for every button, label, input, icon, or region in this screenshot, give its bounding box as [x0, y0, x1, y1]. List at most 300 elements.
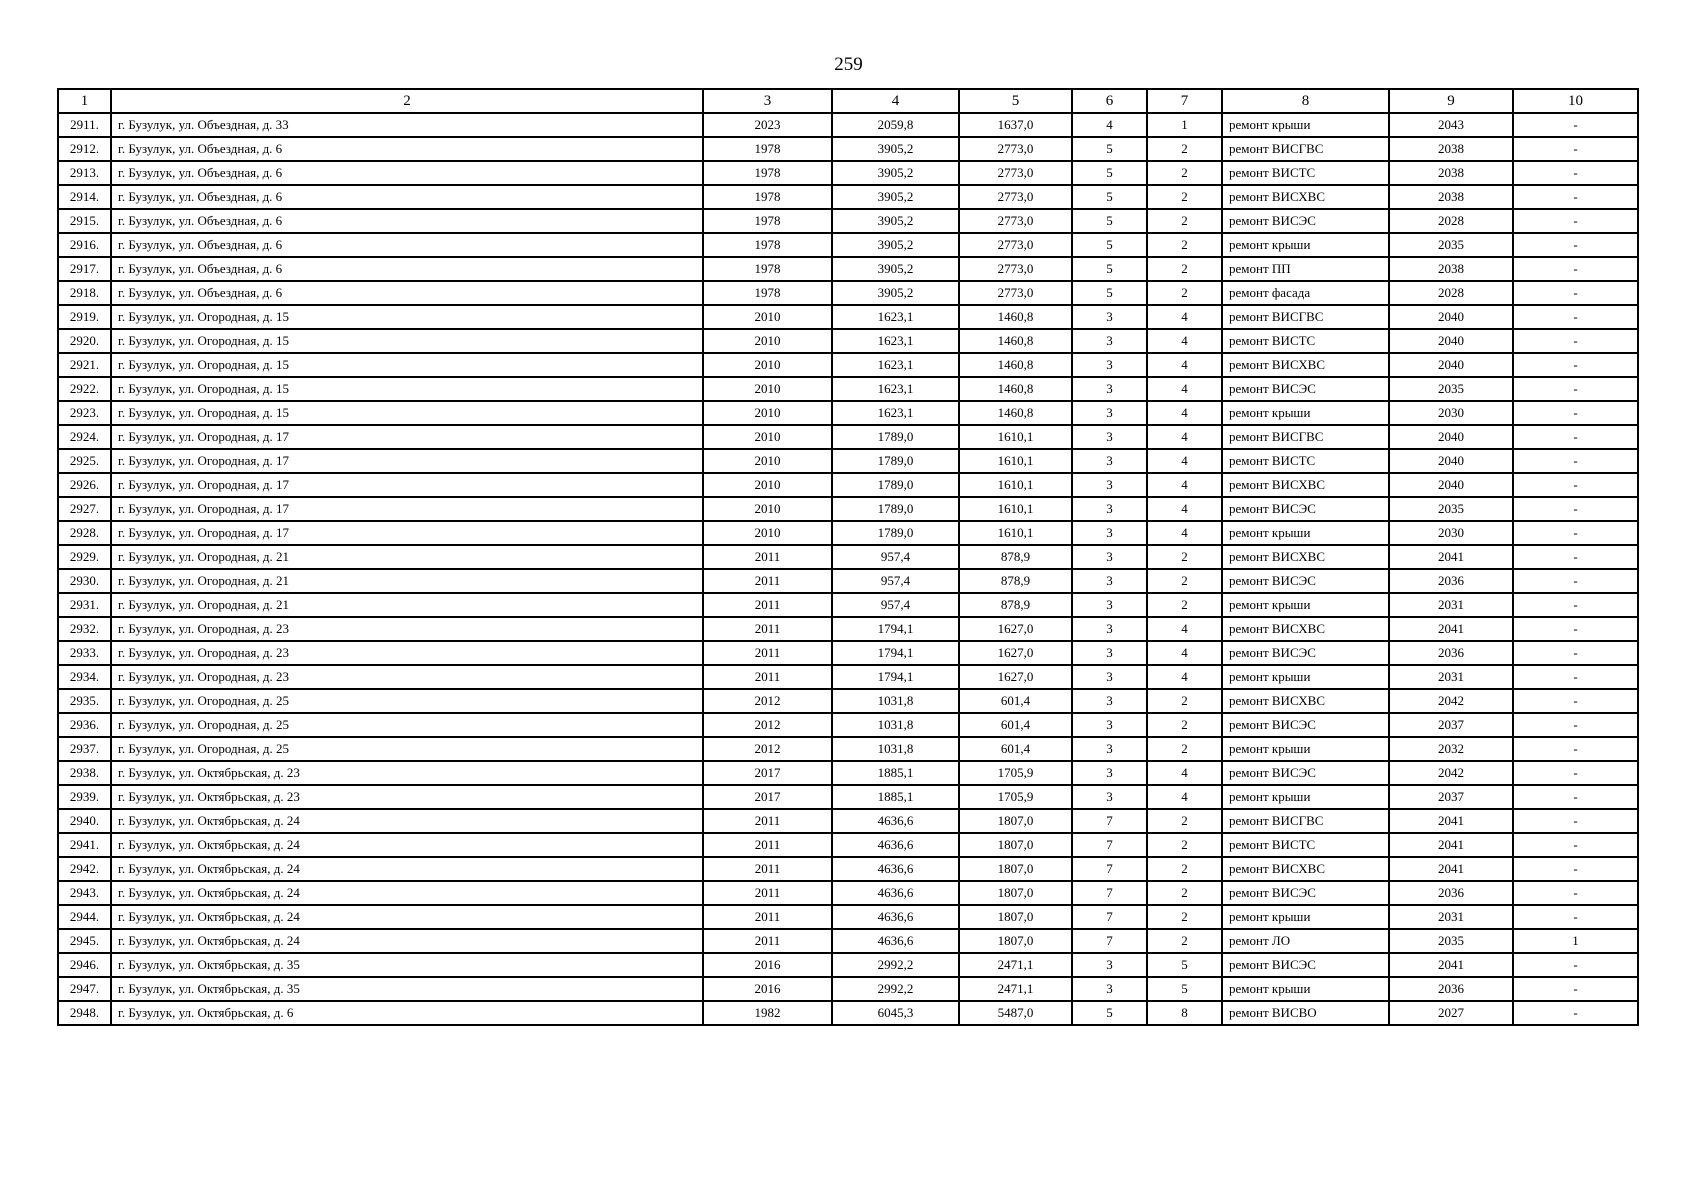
note-cell: - — [1513, 497, 1638, 521]
work-type-cell: ремонт крыши — [1222, 737, 1389, 761]
floors-cell: 5 — [1072, 281, 1147, 305]
row-number-cell: 2917. — [58, 257, 111, 281]
address-cell: г. Бузулук, ул. Огородная, д. 15 — [111, 401, 703, 425]
work-type-cell: ремонт ВИСГВС — [1222, 137, 1389, 161]
living-area-cell: 1460,8 — [959, 305, 1072, 329]
total-area-cell: 1623,1 — [832, 305, 959, 329]
floors-cell: 3 — [1072, 425, 1147, 449]
living-area-cell: 1627,0 — [959, 617, 1072, 641]
entrances-cell: 8 — [1147, 1001, 1222, 1025]
entrances-cell: 4 — [1147, 785, 1222, 809]
address-cell: г. Бузулук, ул. Октябрьская, д. 24 — [111, 929, 703, 953]
row-number-cell: 2937. — [58, 737, 111, 761]
address-cell: г. Бузулук, ул. Объездная, д. 6 — [111, 281, 703, 305]
living-area-cell: 2773,0 — [959, 281, 1072, 305]
total-area-cell: 1789,0 — [832, 425, 959, 449]
row-number-cell: 2921. — [58, 353, 111, 377]
total-area-cell: 4636,6 — [832, 881, 959, 905]
address-cell: г. Бузулук, ул. Огородная, д. 21 — [111, 593, 703, 617]
work-type-cell: ремонт ВИСЭС — [1222, 641, 1389, 665]
work-type-cell: ремонт ЛО — [1222, 929, 1389, 953]
note-cell: - — [1513, 353, 1638, 377]
total-area-cell: 6045,3 — [832, 1001, 959, 1025]
build-year-cell: 2011 — [703, 641, 832, 665]
address-cell: г. Бузулук, ул. Огородная, д. 17 — [111, 473, 703, 497]
note-cell: - — [1513, 425, 1638, 449]
row-number-cell: 2935. — [58, 689, 111, 713]
table-row — [58, 377, 1638, 401]
entrances-cell: 2 — [1147, 137, 1222, 161]
total-area-cell: 1794,1 — [832, 617, 959, 641]
planned-year-cell: 2040 — [1389, 449, 1513, 473]
planned-year-cell: 2031 — [1389, 665, 1513, 689]
build-year-cell: 2010 — [703, 521, 832, 545]
build-year-cell: 2011 — [703, 809, 832, 833]
build-year-cell: 1978 — [703, 161, 832, 185]
entrances-cell: 2 — [1147, 713, 1222, 737]
entrances-cell: 2 — [1147, 185, 1222, 209]
page-number: 259 — [834, 54, 863, 75]
col-header-living-area: 5 — [959, 89, 1072, 113]
note-cell: - — [1513, 185, 1638, 209]
total-area-cell: 1789,0 — [832, 449, 959, 473]
address-cell: г. Бузулук, ул. Объездная, д. 33 — [111, 113, 703, 137]
entrances-cell: 4 — [1147, 521, 1222, 545]
living-area-cell: 878,9 — [959, 593, 1072, 617]
work-type-cell: ремонт крыши — [1222, 401, 1389, 425]
build-year-cell: 2012 — [703, 713, 832, 737]
planned-year-cell: 2027 — [1389, 1001, 1513, 1025]
floors-cell: 3 — [1072, 785, 1147, 809]
floors-cell: 3 — [1072, 521, 1147, 545]
work-type-cell: ремонт крыши — [1222, 977, 1389, 1001]
build-year-cell: 1978 — [703, 281, 832, 305]
entrances-cell: 5 — [1147, 977, 1222, 1001]
build-year-cell: 2011 — [703, 569, 832, 593]
table-row — [58, 833, 1638, 857]
work-type-cell: ремонт ВИСХВС — [1222, 545, 1389, 569]
living-area-cell: 2773,0 — [959, 137, 1072, 161]
entrances-cell: 4 — [1147, 497, 1222, 521]
entrances-cell: 2 — [1147, 257, 1222, 281]
table-row — [58, 401, 1638, 425]
address-cell: г. Бузулук, ул. Огородная, д. 25 — [111, 737, 703, 761]
build-year-cell: 2016 — [703, 977, 832, 1001]
row-number-cell: 2943. — [58, 881, 111, 905]
total-area-cell: 3905,2 — [832, 161, 959, 185]
col-header-total-area: 4 — [832, 89, 959, 113]
table-row — [58, 785, 1638, 809]
table-row — [58, 977, 1638, 1001]
living-area-cell: 2773,0 — [959, 161, 1072, 185]
total-area-cell: 3905,2 — [832, 281, 959, 305]
address-cell: г. Бузулук, ул. Октябрьская, д. 23 — [111, 785, 703, 809]
table-row — [58, 713, 1638, 737]
row-number-cell: 2913. — [58, 161, 111, 185]
row-number-cell: 2934. — [58, 665, 111, 689]
table-row — [58, 521, 1638, 545]
build-year-cell: 2023 — [703, 113, 832, 137]
floors-cell: 3 — [1072, 545, 1147, 569]
build-year-cell: 2010 — [703, 497, 832, 521]
total-area-cell: 1623,1 — [832, 353, 959, 377]
planned-year-cell: 2036 — [1389, 977, 1513, 1001]
total-area-cell: 3905,2 — [832, 137, 959, 161]
work-type-cell: ремонт ВИСЭС — [1222, 209, 1389, 233]
floors-cell: 3 — [1072, 593, 1147, 617]
row-number-cell: 2947. — [58, 977, 111, 1001]
row-number-cell: 2929. — [58, 545, 111, 569]
work-type-cell: ремонт ВИСХВС — [1222, 857, 1389, 881]
living-area-cell: 1627,0 — [959, 665, 1072, 689]
table-row — [58, 641, 1638, 665]
planned-year-cell: 2032 — [1389, 737, 1513, 761]
table-row — [58, 209, 1638, 233]
living-area-cell: 1807,0 — [959, 929, 1072, 953]
floors-cell: 3 — [1072, 377, 1147, 401]
build-year-cell: 1978 — [703, 257, 832, 281]
row-number-cell: 2922. — [58, 377, 111, 401]
entrances-cell: 4 — [1147, 305, 1222, 329]
living-area-cell: 1460,8 — [959, 401, 1072, 425]
address-cell: г. Бузулук, ул. Объездная, д. 6 — [111, 137, 703, 161]
note-cell: - — [1513, 329, 1638, 353]
address-cell: г. Бузулук, ул. Огородная, д. 23 — [111, 617, 703, 641]
entrances-cell: 4 — [1147, 401, 1222, 425]
row-number-cell: 2927. — [58, 497, 111, 521]
note-cell: - — [1513, 545, 1638, 569]
note-cell: - — [1513, 1001, 1638, 1025]
planned-year-cell: 2041 — [1389, 857, 1513, 881]
floors-cell: 7 — [1072, 929, 1147, 953]
floors-cell: 5 — [1072, 1001, 1147, 1025]
row-number-cell: 2926. — [58, 473, 111, 497]
living-area-cell: 2471,1 — [959, 953, 1072, 977]
table-row — [58, 617, 1638, 641]
table-row — [58, 281, 1638, 305]
table-row — [58, 353, 1638, 377]
col-header-work-type: 8 — [1222, 89, 1389, 113]
living-area-cell: 878,9 — [959, 545, 1072, 569]
planned-year-cell: 2030 — [1389, 401, 1513, 425]
work-type-cell: ремонт ВИСГВС — [1222, 305, 1389, 329]
floors-cell: 3 — [1072, 689, 1147, 713]
living-area-cell: 1610,1 — [959, 497, 1072, 521]
total-area-cell: 1789,0 — [832, 497, 959, 521]
work-type-cell: ремонт ВИСВО — [1222, 1001, 1389, 1025]
table-row — [58, 113, 1638, 137]
address-cell: г. Бузулук, ул. Огородная, д. 15 — [111, 305, 703, 329]
planned-year-cell: 2035 — [1389, 497, 1513, 521]
build-year-cell: 2011 — [703, 857, 832, 881]
floors-cell: 7 — [1072, 857, 1147, 881]
row-number-cell: 2924. — [58, 425, 111, 449]
address-cell: г. Бузулук, ул. Огородная, д. 17 — [111, 449, 703, 473]
planned-year-cell: 2036 — [1389, 641, 1513, 665]
planned-year-cell: 2031 — [1389, 905, 1513, 929]
living-area-cell: 601,4 — [959, 713, 1072, 737]
entrances-cell: 2 — [1147, 833, 1222, 857]
living-area-cell: 1460,8 — [959, 353, 1072, 377]
entrances-cell: 2 — [1147, 809, 1222, 833]
planned-year-cell: 2037 — [1389, 713, 1513, 737]
row-number-cell: 2945. — [58, 929, 111, 953]
build-year-cell: 2011 — [703, 881, 832, 905]
address-cell: г. Бузулук, ул. Огородная, д. 17 — [111, 425, 703, 449]
note-cell: - — [1513, 953, 1638, 977]
entrances-cell: 2 — [1147, 737, 1222, 761]
work-type-cell: ремонт ВИСТС — [1222, 449, 1389, 473]
row-number-cell: 2915. — [58, 209, 111, 233]
floors-cell: 3 — [1072, 617, 1147, 641]
note-cell: - — [1513, 281, 1638, 305]
note-cell: - — [1513, 449, 1638, 473]
total-area-cell: 1794,1 — [832, 641, 959, 665]
floors-cell: 3 — [1072, 641, 1147, 665]
row-number-cell: 2911. — [58, 113, 111, 137]
planned-year-cell: 2041 — [1389, 545, 1513, 569]
note-cell: - — [1513, 857, 1638, 881]
note-cell: - — [1513, 161, 1638, 185]
floors-cell: 5 — [1072, 257, 1147, 281]
living-area-cell: 1610,1 — [959, 425, 1072, 449]
table-body — [58, 113, 1638, 1025]
build-year-cell: 2010 — [703, 449, 832, 473]
row-number-cell: 2914. — [58, 185, 111, 209]
floors-cell: 3 — [1072, 713, 1147, 737]
col-header-planned-year: 9 — [1389, 89, 1513, 113]
table-row — [58, 665, 1638, 689]
row-number-cell: 2936. — [58, 713, 111, 737]
build-year-cell: 2010 — [703, 329, 832, 353]
total-area-cell: 2992,2 — [832, 977, 959, 1001]
work-type-cell: ремонт крыши — [1222, 593, 1389, 617]
col-header-number: 1 — [58, 89, 111, 113]
total-area-cell: 957,4 — [832, 569, 959, 593]
entrances-cell: 4 — [1147, 617, 1222, 641]
build-year-cell: 2011 — [703, 593, 832, 617]
note-cell: - — [1513, 665, 1638, 689]
planned-year-cell: 2035 — [1389, 377, 1513, 401]
planned-year-cell: 2031 — [1389, 593, 1513, 617]
note-cell: - — [1513, 113, 1638, 137]
living-area-cell: 1705,9 — [959, 761, 1072, 785]
entrances-cell: 2 — [1147, 593, 1222, 617]
living-area-cell: 1460,8 — [959, 377, 1072, 401]
table-row — [58, 257, 1638, 281]
note-cell: - — [1513, 785, 1638, 809]
total-area-cell: 1031,8 — [832, 737, 959, 761]
table-row — [58, 137, 1638, 161]
floors-cell: 3 — [1072, 473, 1147, 497]
table-row — [58, 497, 1638, 521]
floors-cell: 5 — [1072, 233, 1147, 257]
entrances-cell: 2 — [1147, 857, 1222, 881]
address-cell: г. Бузулук, ул. Объездная, д. 6 — [111, 209, 703, 233]
work-type-cell: ремонт фасада — [1222, 281, 1389, 305]
planned-year-cell: 2028 — [1389, 209, 1513, 233]
total-area-cell: 1885,1 — [832, 785, 959, 809]
row-number-cell: 2942. — [58, 857, 111, 881]
work-type-cell: ремонт крыши — [1222, 233, 1389, 257]
work-type-cell: ремонт ВИСТС — [1222, 161, 1389, 185]
row-number-cell: 2928. — [58, 521, 111, 545]
note-cell: - — [1513, 713, 1638, 737]
floors-cell: 7 — [1072, 881, 1147, 905]
planned-year-cell: 2040 — [1389, 473, 1513, 497]
living-area-cell: 2773,0 — [959, 233, 1072, 257]
row-number-cell: 2930. — [58, 569, 111, 593]
total-area-cell: 957,4 — [832, 545, 959, 569]
work-type-cell: ремонт ВИСХВС — [1222, 185, 1389, 209]
note-cell: - — [1513, 809, 1638, 833]
build-year-cell: 1978 — [703, 233, 832, 257]
entrances-cell: 4 — [1147, 329, 1222, 353]
total-area-cell: 2992,2 — [832, 953, 959, 977]
note-cell: - — [1513, 377, 1638, 401]
note-cell: - — [1513, 977, 1638, 1001]
note-cell: - — [1513, 905, 1638, 929]
total-area-cell: 1623,1 — [832, 377, 959, 401]
living-area-cell: 1610,1 — [959, 449, 1072, 473]
total-area-cell: 957,4 — [832, 593, 959, 617]
address-cell: г. Бузулук, ул. Октябрьская, д. 24 — [111, 881, 703, 905]
planned-year-cell: 2041 — [1389, 833, 1513, 857]
planned-year-cell: 2040 — [1389, 305, 1513, 329]
build-year-cell: 2011 — [703, 665, 832, 689]
entrances-cell: 4 — [1147, 377, 1222, 401]
table-row — [58, 569, 1638, 593]
total-area-cell: 1623,1 — [832, 401, 959, 425]
planned-year-cell: 2035 — [1389, 233, 1513, 257]
address-cell: г. Бузулук, ул. Огородная, д. 25 — [111, 713, 703, 737]
total-area-cell: 1794,1 — [832, 665, 959, 689]
note-cell: - — [1513, 569, 1638, 593]
address-cell: г. Бузулук, ул. Октябрьская, д. 35 — [111, 953, 703, 977]
repair-registry-table — [57, 88, 1639, 1026]
address-cell: г. Бузулук, ул. Огородная, д. 21 — [111, 569, 703, 593]
entrances-cell: 4 — [1147, 449, 1222, 473]
total-area-cell: 4636,6 — [832, 809, 959, 833]
row-number-cell: 2925. — [58, 449, 111, 473]
note-cell: - — [1513, 257, 1638, 281]
row-number-cell: 2912. — [58, 137, 111, 161]
row-number-cell: 2916. — [58, 233, 111, 257]
build-year-cell: 2012 — [703, 689, 832, 713]
row-number-cell: 2918. — [58, 281, 111, 305]
living-area-cell: 601,4 — [959, 689, 1072, 713]
build-year-cell: 2010 — [703, 425, 832, 449]
planned-year-cell: 2035 — [1389, 929, 1513, 953]
address-cell: г. Бузулук, ул. Огородная, д. 21 — [111, 545, 703, 569]
planned-year-cell: 2038 — [1389, 257, 1513, 281]
table-row — [58, 689, 1638, 713]
work-type-cell: ремонт ВИСГВС — [1222, 425, 1389, 449]
table-row — [58, 953, 1638, 977]
total-area-cell: 3905,2 — [832, 257, 959, 281]
living-area-cell: 1705,9 — [959, 785, 1072, 809]
entrances-cell: 4 — [1147, 761, 1222, 785]
note-cell: - — [1513, 233, 1638, 257]
planned-year-cell: 2041 — [1389, 953, 1513, 977]
work-type-cell: ремонт ВИСТС — [1222, 833, 1389, 857]
row-number-cell: 2939. — [58, 785, 111, 809]
planned-year-cell: 2038 — [1389, 161, 1513, 185]
col-header-year: 3 — [703, 89, 832, 113]
address-cell: г. Бузулук, ул. Огородная, д. 15 — [111, 353, 703, 377]
floors-cell: 4 — [1072, 113, 1147, 137]
planned-year-cell: 2037 — [1389, 785, 1513, 809]
row-number-cell: 2920. — [58, 329, 111, 353]
build-year-cell: 2017 — [703, 785, 832, 809]
row-number-cell: 2931. — [58, 593, 111, 617]
col-header-entrances: 7 — [1147, 89, 1222, 113]
row-number-cell: 2933. — [58, 641, 111, 665]
total-area-cell: 4636,6 — [832, 929, 959, 953]
col-header-floors: 6 — [1072, 89, 1147, 113]
build-year-cell: 1982 — [703, 1001, 832, 1025]
work-type-cell: ремонт крыши — [1222, 785, 1389, 809]
build-year-cell: 2010 — [703, 401, 832, 425]
planned-year-cell: 2036 — [1389, 881, 1513, 905]
entrances-cell: 4 — [1147, 641, 1222, 665]
row-number-cell: 2948. — [58, 1001, 111, 1025]
address-cell: г. Бузулук, ул. Октябрьская, д. 24 — [111, 905, 703, 929]
living-area-cell: 1807,0 — [959, 857, 1072, 881]
build-year-cell: 1978 — [703, 185, 832, 209]
living-area-cell: 2471,1 — [959, 977, 1072, 1001]
table-row — [58, 809, 1638, 833]
floors-cell: 3 — [1072, 569, 1147, 593]
build-year-cell: 2016 — [703, 953, 832, 977]
living-area-cell: 1807,0 — [959, 905, 1072, 929]
total-area-cell: 3905,2 — [832, 233, 959, 257]
address-cell: г. Бузулук, ул. Октябрьская, д. 35 — [111, 977, 703, 1001]
address-cell: г. Бузулук, ул. Огородная, д. 15 — [111, 377, 703, 401]
planned-year-cell: 2043 — [1389, 113, 1513, 137]
entrances-cell: 4 — [1147, 473, 1222, 497]
entrances-cell: 2 — [1147, 161, 1222, 185]
address-cell: г. Бузулук, ул. Огородная, д. 23 — [111, 641, 703, 665]
floors-cell: 3 — [1072, 977, 1147, 1001]
floors-cell: 3 — [1072, 665, 1147, 689]
floors-cell: 5 — [1072, 185, 1147, 209]
planned-year-cell: 2040 — [1389, 425, 1513, 449]
note-cell: - — [1513, 137, 1638, 161]
build-year-cell: 1978 — [703, 209, 832, 233]
living-area-cell: 601,4 — [959, 737, 1072, 761]
address-cell: г. Бузулук, ул. Объездная, д. 6 — [111, 185, 703, 209]
note-cell: - — [1513, 641, 1638, 665]
build-year-cell: 2017 — [703, 761, 832, 785]
note-cell: - — [1513, 401, 1638, 425]
total-area-cell: 4636,6 — [832, 905, 959, 929]
living-area-cell: 2773,0 — [959, 257, 1072, 281]
floors-cell: 7 — [1072, 809, 1147, 833]
floors-cell: 3 — [1072, 329, 1147, 353]
address-cell: г. Бузулук, ул. Октябрьская, д. 24 — [111, 857, 703, 881]
floors-cell: 3 — [1072, 353, 1147, 377]
build-year-cell: 2011 — [703, 905, 832, 929]
entrances-cell: 2 — [1147, 569, 1222, 593]
work-type-cell: ремонт ВИСЭС — [1222, 713, 1389, 737]
table-row — [58, 473, 1638, 497]
work-type-cell: ремонт ВИСХВС — [1222, 473, 1389, 497]
planned-year-cell: 2042 — [1389, 761, 1513, 785]
living-area-cell: 2773,0 — [959, 185, 1072, 209]
living-area-cell: 1460,8 — [959, 329, 1072, 353]
floors-cell: 3 — [1072, 497, 1147, 521]
